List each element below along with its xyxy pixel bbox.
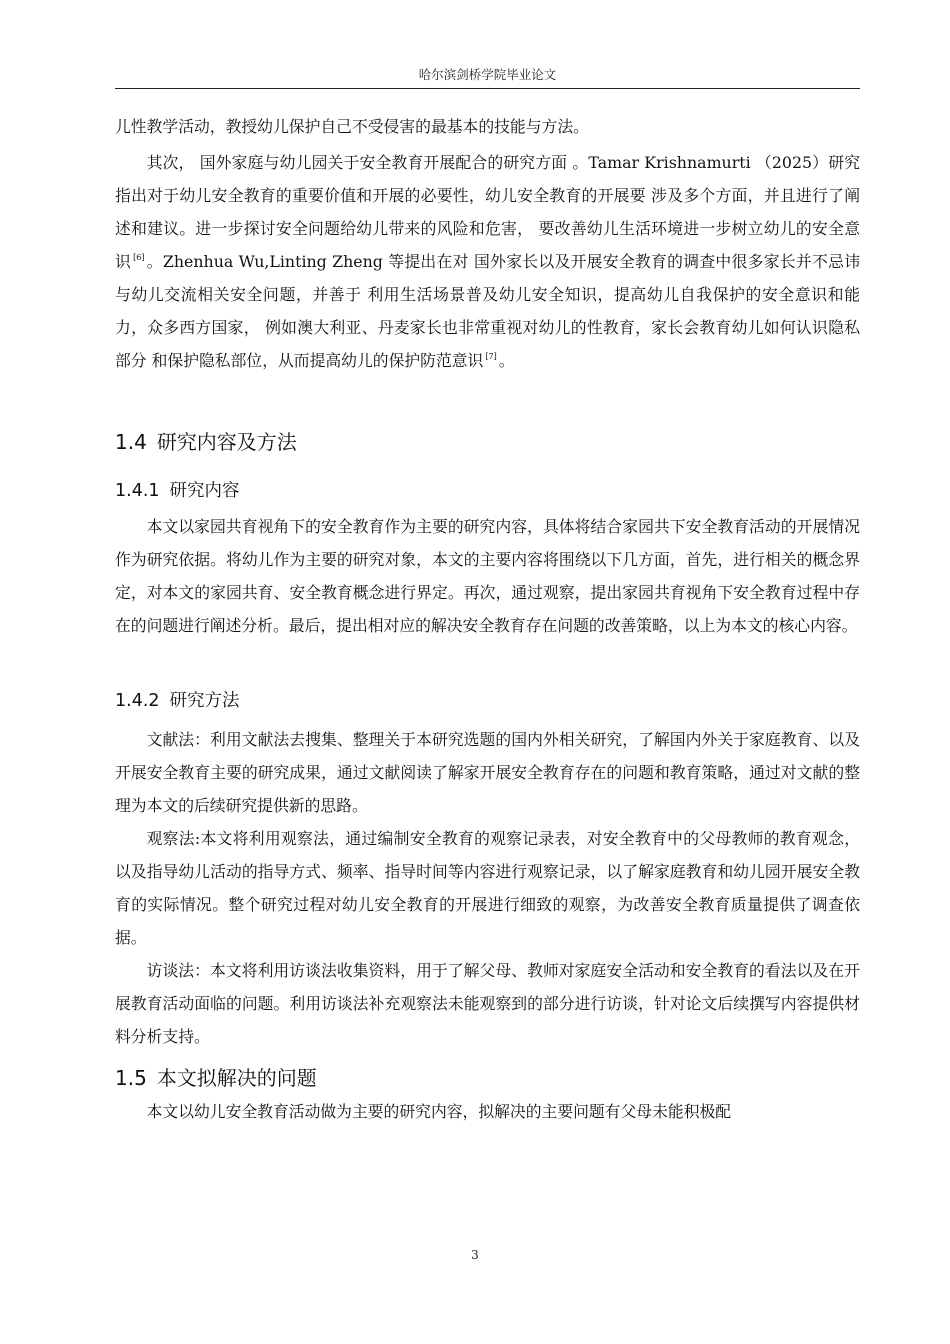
citation-ref: [7]	[485, 352, 497, 361]
page-number: 3	[471, 1248, 479, 1262]
paragraph-foreign-research	[115, 146, 860, 377]
paragraph-literature-method: 文献法：利用文献法去搜集、整理关于本研究选题的国内外相关研究，了解国内外关于家庭教育、以及开展安全教育主要的研究成果，通过文献阅读了解家开展安全教育存在的问题和教育策略，通过对文献的整理为本文的后续研究提供新的思路。	[115, 730, 860, 815]
section-title: 研究内容	[169, 481, 240, 501]
paragraph-interview-method: 访谈法：本文将利用访谈法收集资料，用于了解父母、教师对家庭安全活动和安全教育的看法以及在开展教育活动面临的问题。利用访谈法补充观察法未能观察到的部分进行访谈，针对论文后续撰写内容提供材料分析支持。	[115, 961, 860, 1046]
paragraph-text: 。Zhenhua Wu,Linting Zheng 等提出在对 国外家长以及开展安全教育的调查中很多家长并不忌讳与幼儿交流相关安全问题，并善于 利用生活场景普及幼儿安全知识，提高幼儿自我保护的安全意识和能力，众多西方国家， 例如澳大利亚、丹麦家长也非常重视对幼儿的性教育，家长会教育幼儿如何认识隐私部分 和保护隐私部位，从而提高幼儿的保护防范意识	[115, 252, 860, 370]
paragraph-continuation: 儿性教学活动，教授幼儿保护自己不受侵害的最基本的技能与方法。	[115, 117, 589, 136]
paragraph-problems: 本文以幼儿安全教育活动做为主要的研究内容，拟解决的主要问题有父母未能积极配	[146, 1102, 732, 1121]
paragraph-research-content: 本文以家园共育视角下的安全教育作为主要的研究内容，具体将结合家园共下安全教育活动的开展情况作为研究依据。将幼儿作为主要的研究对象，本文的主要内容将围绕以下几方面，首先，进行相关的概念界定，对本文的家园共育、安全教育概念进行界定。再次，通过观察，提出家园共育视角下安全教育过程中存在的问题进行阐述分析。最后，提出相对应的解决安全教育存在问题的改善策略，以上为本文的核心内容。	[115, 517, 860, 635]
running-header: 哈尔滨剑桥学院毕业论文	[115, 62, 860, 89]
paragraph-text: 。	[498, 351, 515, 370]
section-heading-1-4	[115, 427, 297, 457]
paragraph-text: 其次， 国外家庭与幼儿园关于安全教育开展配合的研究方面 。Tamar Krishnamurti （2025）研究指出对于幼儿安全教育的重要价值和开展的必要性，幼儿安全教育的开展要 涉及多个方面，并且进行了阐述和建议。进一步探讨安全问题给幼儿带来的风险和危害， 要改善幼儿生活环境进一步树立幼儿的安全意识	[115, 153, 860, 271]
citation-ref: [6]	[133, 253, 145, 262]
section-number: 1.4	[115, 430, 147, 454]
section-number: 1.4.1	[115, 481, 160, 501]
section-title: 本文拟解决的问题	[156, 1066, 317, 1090]
section-number: 1.5	[115, 1066, 147, 1090]
section-title: 研究内容及方法	[156, 430, 297, 454]
section-number: 1.4.2	[115, 691, 160, 711]
section-title: 研究方法	[169, 691, 240, 711]
paragraph-observation-method: 观察法:本文将利用观察法，通过编制安全教育的观察记录表，对安全教育中的父母教师的教育观念，以及指导幼儿活动的指导方式、频率、指导时间等内容进行观察记录，以了解家庭教育和幼儿园开展安全教育的实际情况。整个研究过程对幼儿安全教育的开展进行细致的观察，为改善安全教育质量提供了调查依据。	[115, 829, 860, 947]
section-heading-1-4-1	[115, 477, 240, 505]
section-heading-1-4-2	[115, 687, 240, 715]
section-heading-1-5	[115, 1063, 317, 1093]
